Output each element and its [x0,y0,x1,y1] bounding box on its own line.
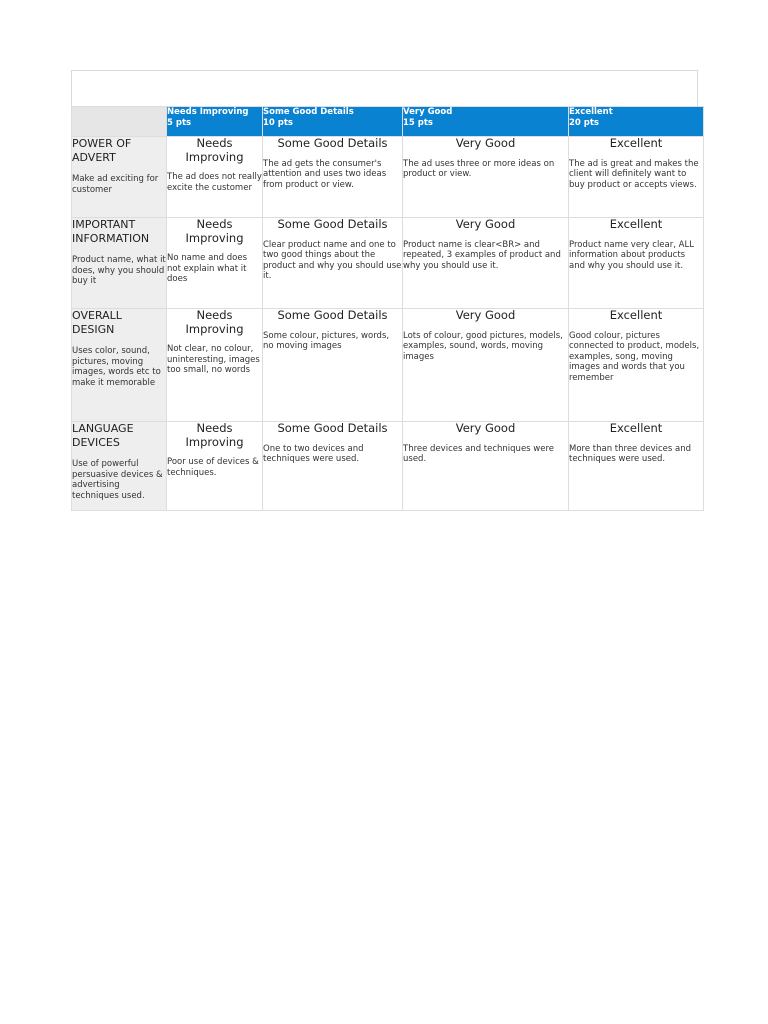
rubric-row-important-information [72,218,704,309]
header-corner-cell [72,107,167,137]
level-name: Some Good Details [263,107,354,117]
criterion-name: IMPORTANT INFORMATION [72,218,150,245]
level-header-some-good-details [263,107,403,137]
rating-title: Some Good Details [277,421,388,435]
rating-cell [569,137,704,218]
rating-text: Product name very clear, ALL information about products and why you should use it. [569,239,694,271]
rating-title: Very Good [455,136,516,150]
rubric-row-overall-design [72,309,704,422]
rating-title: Needs Improving [185,308,244,336]
rating-title: Very Good [455,217,516,231]
criterion-cell [72,309,167,422]
rating-cell [403,309,569,422]
rubric-table [71,106,704,511]
rating-text: No name and does not explain what it does [167,253,248,284]
rating-cell [263,422,403,511]
rating-cell [263,218,403,309]
rating-text: More than three devices and techniques were used. [569,443,692,464]
rating-text: The ad does not really excite the customer [167,172,262,193]
criterion-cell [72,422,167,511]
rating-text: The ad uses three or more ideas on product or view. [403,158,555,179]
rating-cell [263,137,403,218]
level-name: Needs Improving [167,107,249,117]
rating-text: Three devices and techniques were used. [403,443,555,464]
rating-cell [167,218,263,309]
level-name: Excellent [569,107,613,117]
level-points: 20 pts [569,117,599,128]
rating-cell [167,309,263,422]
rating-title: Excellent [609,421,663,435]
rating-cell [167,422,263,511]
criterion-cell [72,218,167,309]
rating-title: Some Good Details [277,136,388,150]
criterion-name: OVERALL DESIGN [72,309,122,336]
rating-title: Excellent [609,308,663,322]
level-name: Very Good [403,107,453,117]
rating-title: Some Good Details [277,308,388,322]
rating-text: The ad gets the consumer's attention and uses two ideas from product or view. [263,158,387,190]
rating-text: Poor use of devices & techniques. [167,457,259,478]
rating-cell [403,218,569,309]
rating-title: Excellent [609,217,663,231]
rating-cell [403,422,569,511]
level-points: 15 pts [403,117,433,128]
rating-cell [569,218,704,309]
rating-text: Clear product name and one to two good things about the product and why you should use it. [263,239,402,281]
level-header-excellent [569,107,704,137]
rating-cell [167,137,263,218]
level-header-very-good [403,107,569,137]
rating-text: Product name is clear<BR> and repeated, 3 examples of product and why you should use it. [403,239,561,271]
criterion-description: Uses color, sound, pictures, moving images, words etc to make it memorable [72,346,161,388]
criterion-description: Make ad exciting for customer [72,174,159,195]
level-header-needs-improving [167,107,263,137]
rating-text: Some colour, pictures, words, no moving images [263,330,390,351]
rating-cell [263,309,403,422]
criterion-name: POWER OF ADVERT [72,137,132,164]
level-points: 5 pts [167,117,192,128]
rating-text: Not clear, no colour, uninteresting, images too small, no words [167,344,260,375]
rating-text: One to two devices and techniques were used. [263,443,364,464]
rating-title: Needs Improving [185,421,244,449]
rubric-row-language-devices [72,422,704,511]
criterion-description: Product name, what it does, why you should buy it [72,255,166,286]
rating-cell [569,422,704,511]
rating-title: Very Good [455,308,516,322]
rating-title: Needs Improving [185,217,244,245]
rating-title: Excellent [609,136,663,150]
level-points: 10 pts [263,117,293,128]
criterion-name: LANGUAGE DEVICES [72,422,134,449]
criterion-description: Use of powerful persuasive devices & advertising techniques used. [72,459,163,501]
rubric-row-power-of-advert [72,137,704,218]
rating-cell [403,137,569,218]
rating-text: Good colour, pictures connected to product, models, examples, song, moving images and words that you remember [569,330,700,383]
rubric-header-row [72,107,704,137]
rating-text: Lots of colour, good pictures, models, examples, sound, words, moving images [403,330,563,362]
rating-cell [569,309,704,422]
rating-text: The ad is great and makes the client will definitely want to buy product or accepts views. [569,158,699,190]
rating-title: Very Good [455,421,516,435]
criterion-cell [72,137,167,218]
rubric-title-band [72,71,697,106]
rating-title: Needs Improving [185,136,244,164]
rating-title: Some Good Details [277,217,388,231]
